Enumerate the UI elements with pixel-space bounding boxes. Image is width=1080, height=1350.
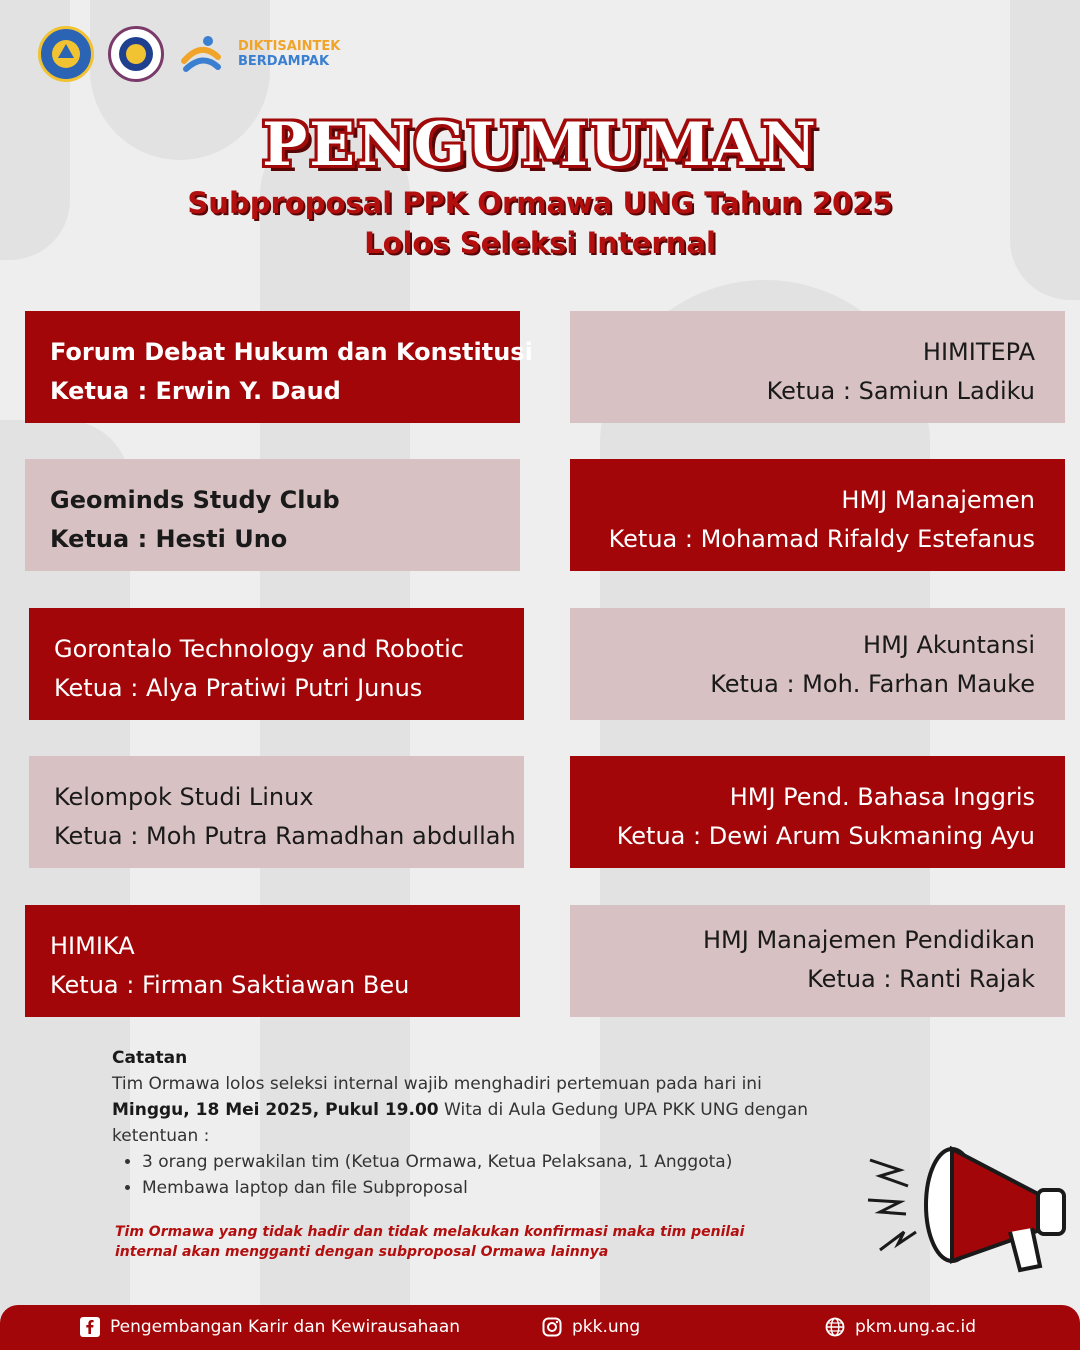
brand-line-1: DIKTISAINTEK (238, 39, 341, 54)
ormawa-leader: Ketua : Moh Putra Ramadhan abdullah (54, 822, 516, 850)
ormawa-leader: Ketua : Alya Pratiwi Putri Junus (54, 674, 423, 702)
ormawa-leader: Ketua : Dewi Arum Sukmaning Ayu (616, 822, 1035, 850)
notes-line-3: ketentuan : (112, 1126, 210, 1146)
notes-line-2 (112, 1097, 812, 1123)
ormawa-leader: Ketua : Samiun Ladiku (766, 377, 1035, 405)
ormawa-name: Forum Debat Hukum dan Konstitusi (50, 338, 533, 366)
globe-icon (825, 1317, 845, 1337)
ormawa-leader: Ketua : Hesti Uno (50, 525, 288, 553)
list-item: • Membawa laptop dan file Subproposal (142, 1175, 812, 1201)
notes-heading: Catatan (112, 1048, 188, 1068)
ormawa-card (25, 905, 520, 1017)
ormawa-name: HMJ Akuntansi (863, 631, 1035, 659)
ormawa-card (570, 459, 1065, 571)
ormawa-leader: Ketua : Erwin Y. Daud (50, 377, 341, 405)
ormawa-leader: Ketua : Moh. Farhan Mauke (710, 670, 1035, 698)
facebook-icon (80, 1317, 100, 1337)
subtitle-line-1: Subproposal PPK Ormawa UNG Tahun 2025 (187, 186, 893, 220)
ormawa-name: HIMIKA (50, 932, 135, 960)
diktisaintek-logo (178, 31, 224, 77)
kemdikbud-logo (38, 26, 94, 82)
ormawa-card (25, 459, 520, 571)
ormawa-name: Geominds Study Club (50, 486, 340, 514)
warning-text: Tim Ormawa yang tidak hadir dan tidak melakukan konfirmasi maka tim penilai internal akan mengganti dengan subproposal Ormawa lainnya (115, 1224, 745, 1260)
ormawa-leader: Ketua : Mohamad Rifaldy Estefanus (608, 525, 1035, 553)
notes-line-1: Tim Ormawa lolos seleksi internal wajib menghadiri pertemuan pada hari ini (112, 1074, 762, 1094)
meeting-date: Minggu, 18 Mei 2025, Pukul 19.00 (112, 1100, 439, 1120)
ormawa-name: HIMITEPA (922, 338, 1035, 366)
ormawa-name: HMJ Manajemen Pendidikan (702, 926, 1035, 954)
footer-facebook[interactable] (80, 1317, 460, 1337)
ormawa-card (570, 608, 1065, 720)
footer-website[interactable] (825, 1317, 976, 1337)
brand-line-2: BERDAMPAK (238, 54, 330, 69)
footer-facebook-label: Pengembangan Karir dan Kewirausahaan (110, 1317, 461, 1337)
ormawa-name: HMJ Pend. Bahasa Inggris (729, 783, 1035, 811)
footer-instagram-label: pkk.ung (572, 1317, 641, 1337)
ormawa-name: Gorontalo Technology and Robotic (54, 635, 464, 663)
ormawa-card (25, 311, 533, 423)
ormawa-card (570, 311, 1065, 423)
ormawa-name: HMJ Manajemen (841, 486, 1035, 514)
megaphone-icon (860, 1140, 1080, 1280)
page-title: PENGUMUMAN (262, 110, 818, 180)
footer (0, 1305, 1080, 1350)
ormawa-leader: Ketua : Firman Saktiawan Beu (50, 971, 410, 999)
requirements-list (142, 1149, 812, 1201)
instagram-icon (542, 1317, 562, 1337)
ormawa-leader: Ketua : Ranti Rajak (807, 965, 1035, 993)
notes-line-2-rest: Wita di Aula Gedung UPA PKK UNG dengan (438, 1100, 809, 1120)
notes-section (112, 1045, 812, 1201)
ormawa-card (29, 756, 524, 868)
logo-bar (38, 26, 340, 82)
subtitle-line-2: Lolos Seleksi Internal (364, 226, 716, 260)
ormawa-card (29, 608, 524, 720)
footer-website-label: pkm.ung.ac.id (855, 1317, 977, 1337)
ormawa-card (570, 756, 1065, 868)
ormawa-card (570, 905, 1065, 1017)
list-item: • 3 orang perwakilan tim (Ketua Ormawa, Ketua Pelaksana, 1 Anggota) (142, 1149, 812, 1175)
ormawa-name: Kelompok Studi Linux (54, 783, 314, 811)
brand-text (238, 39, 340, 69)
footer-instagram[interactable] (542, 1317, 640, 1337)
ung-logo (108, 26, 164, 82)
